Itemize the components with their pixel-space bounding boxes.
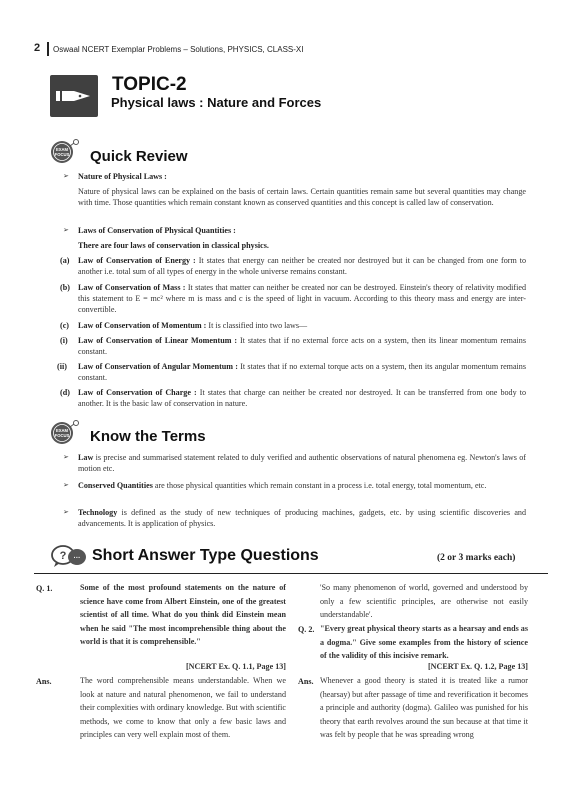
question-2-text: "Every great physical theory starts as a hearsay and ends as a dogma." Give some examples from the history of science of the validity of this incisive remark. [320,624,528,661]
qr-marker-ii: (ii) [57,362,67,371]
section-rule [34,573,548,574]
question-number-2: Q. 2. [298,625,315,634]
exam-focus-icon [48,138,82,164]
qr-law-mass: Law of Conservation of Mass : It states that matter can neither be created nor can be destroyed. Einstein's theory of relativity modified this statement to E = mc² where m is mass and c is the speed of light in vacuum. According to this theory mass and energy are inter-convertible. [78,283,526,314]
answer-2-text: Whenever a good theory is stated it is treated like a rumor (hearsay) but after passage of time and reverification it becomes a principle and authority (dogma). Galileo was punished for his theory that earth revolves around the sun because at that time it was felt by people that he was spreading wrong [320,676,528,740]
bullet-arrow-icon: ➢ [63,508,69,516]
bullet-arrow-icon: ➢ [63,172,69,180]
qr-marker-c: (c) [60,321,69,330]
term-conserved: Conserved Quantities are those physical quantities which remain constant in a process i.e. total energy, total momentum, etc. [78,481,487,490]
question-answer-icon [50,543,88,569]
qr-marker-b: (b) [60,283,70,292]
topic-subtitle: Physical laws : Nature and Forces [111,95,322,110]
answer-label-2: Ans. [298,677,314,686]
bullet-arrow-icon: ➢ [63,453,69,461]
svg-text:?: ? [59,550,67,562]
svg-text:FOCUS: FOCUS [54,152,70,157]
exam-focus-icon [48,419,82,445]
svg-text:FOCUS: FOCUS [54,433,70,438]
question-2-ref: [NCERT Ex. Q. 1.2, Page 13] [427,662,528,671]
answer-1-text: The word comprehensible means understandable. When we look at nature and natural phenomenon, we fail to understand their complexities with ordinary knowledge. But with scientific methods, we come to know that only a few basic laws and principles can very well explain most of them. [80,676,286,740]
marks-label: (2 or 3 marks each) [437,553,516,563]
short-answer-title: Short Answer Type Questions [92,547,319,564]
know-terms-title: Know the Terms [90,428,206,445]
qr-heading-nature: Nature of Physical Laws : [78,172,167,181]
header-title: Oswaal NCERT Exemplar Problems – Solutions, PHYSICS, CLASS-XI [53,45,304,54]
question-1-ref: [NCERT Ex. Q. 1.1, Page 13] [185,662,286,671]
topic-pen-icon [50,75,98,117]
bullet-arrow-icon: ➢ [63,226,69,234]
header-divider [47,42,49,56]
qr-law-linear: Law of Conservation of Linear Momentum : It states that if no external force acts on a system, then its linear momentum remains constant. [78,336,526,356]
qr-law-charge: Law of Conservation of Charge : It states that charge can neither be created nor destroyed. It can be transferred from one body to another. It is the basic law of conservation in nature. [78,388,526,408]
quick-review-title: Quick Review [90,148,188,165]
qr-law-momentum: Law of Conservation of Momentum : It is classified into two laws— [78,321,308,330]
qr-law-angular: Law of Conservation of Angular Momentum : It states that if no external torque acts on a system, then its angular momentum remains constant. [78,362,526,382]
qr-marker-d: (d) [60,388,70,397]
svg-text:EXAM: EXAM [55,147,69,152]
qr-law-energy: Law of Conservation of Energy : It states that energy can neither be created nor destroyed but it can be changed from one form to another i.e. total sum of all types of energy in the whole universe remains constant. [78,256,526,276]
qr-paragraph-nature: Nature of physical laws can be explained on the basis of certain laws. Certain quantities remain same but several quantities may change with time. Those quantities which remain constant known as conserved quantities and this concept is called law of conservation. [78,187,526,207]
qr-heading-laws: Laws of Conservation of Physical Quantities : [78,226,236,235]
question-1-text: Some of the most profound statements on the nature of science have come from Albert Einstein, one of the greatest scientist of all time. What do you think did Einstein mean when he said "The most incomprehensible thing about the world is that it is comprehensible." [80,583,286,647]
term-technology: Technology is defined as the study of new techniques of producing machines, gadgets, etc. by using scientific discoveries and advancements. It is application of physics. [78,508,526,528]
question-number-1: Q. 1. [36,584,53,593]
svg-text:EXAM: EXAM [55,428,69,433]
answer-1-continued: 'So many phenomenon of world, governed and understood by only a few scientific principles, are otherwise not easily understandable'. [320,583,528,620]
qr-four-laws: There are four laws of conservation in classical physics. [78,241,269,250]
running-header [34,44,554,58]
bullet-arrow-icon: ➢ [63,481,69,489]
answer-label-1: Ans. [36,677,52,686]
topic-title: TOPIC-2 [112,74,187,95]
qr-marker-i: (i) [60,336,68,345]
term-law: Law is precise and summarised statement related to duly verified and authentic observations of natural phenomena eg. Newton's laws of motion etc. [78,453,526,473]
svg-text:···: ··· [73,555,81,562]
page-number: 2 [34,42,41,54]
qr-marker-a: (a) [60,256,70,265]
